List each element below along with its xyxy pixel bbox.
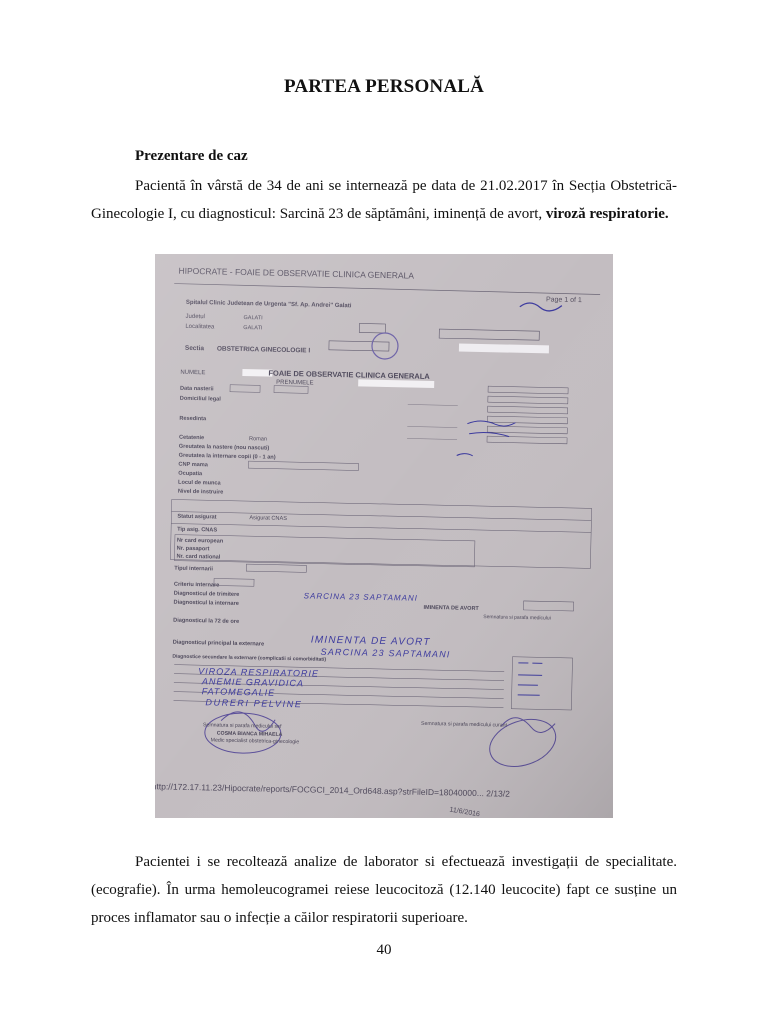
page-title: PARTEA PERSONALĂ	[283, 76, 485, 97]
lab-paragraph: Pacientei i se recoltează analize de laborator si efectuează investigații de specialitate. (ecografie). În urma hemoleucogramei reiese leucocitoză (12.140 leucocite) fapt ce susține un proces inflamator sau o infecție a căilor respiratorii superioare.	[91, 854, 677, 926]
case-paragraph	[91, 172, 677, 228]
page-number: 40	[376, 942, 392, 958]
form-photo-drawing	[155, 254, 613, 818]
case-text-bold: viroză respiratorie.	[545, 206, 669, 222]
form-photo	[155, 254, 613, 818]
section-heading: Prezentare de caz	[135, 148, 248, 164]
case-text: Pacientă în vârstă de 34 de ani se internează pe data de 21.02.2017 în Secția Obstetrică-Ginecologie I, cu diagnosticul: Sarcină 23 de săptămâni, iminență de avort,	[91, 178, 677, 222]
